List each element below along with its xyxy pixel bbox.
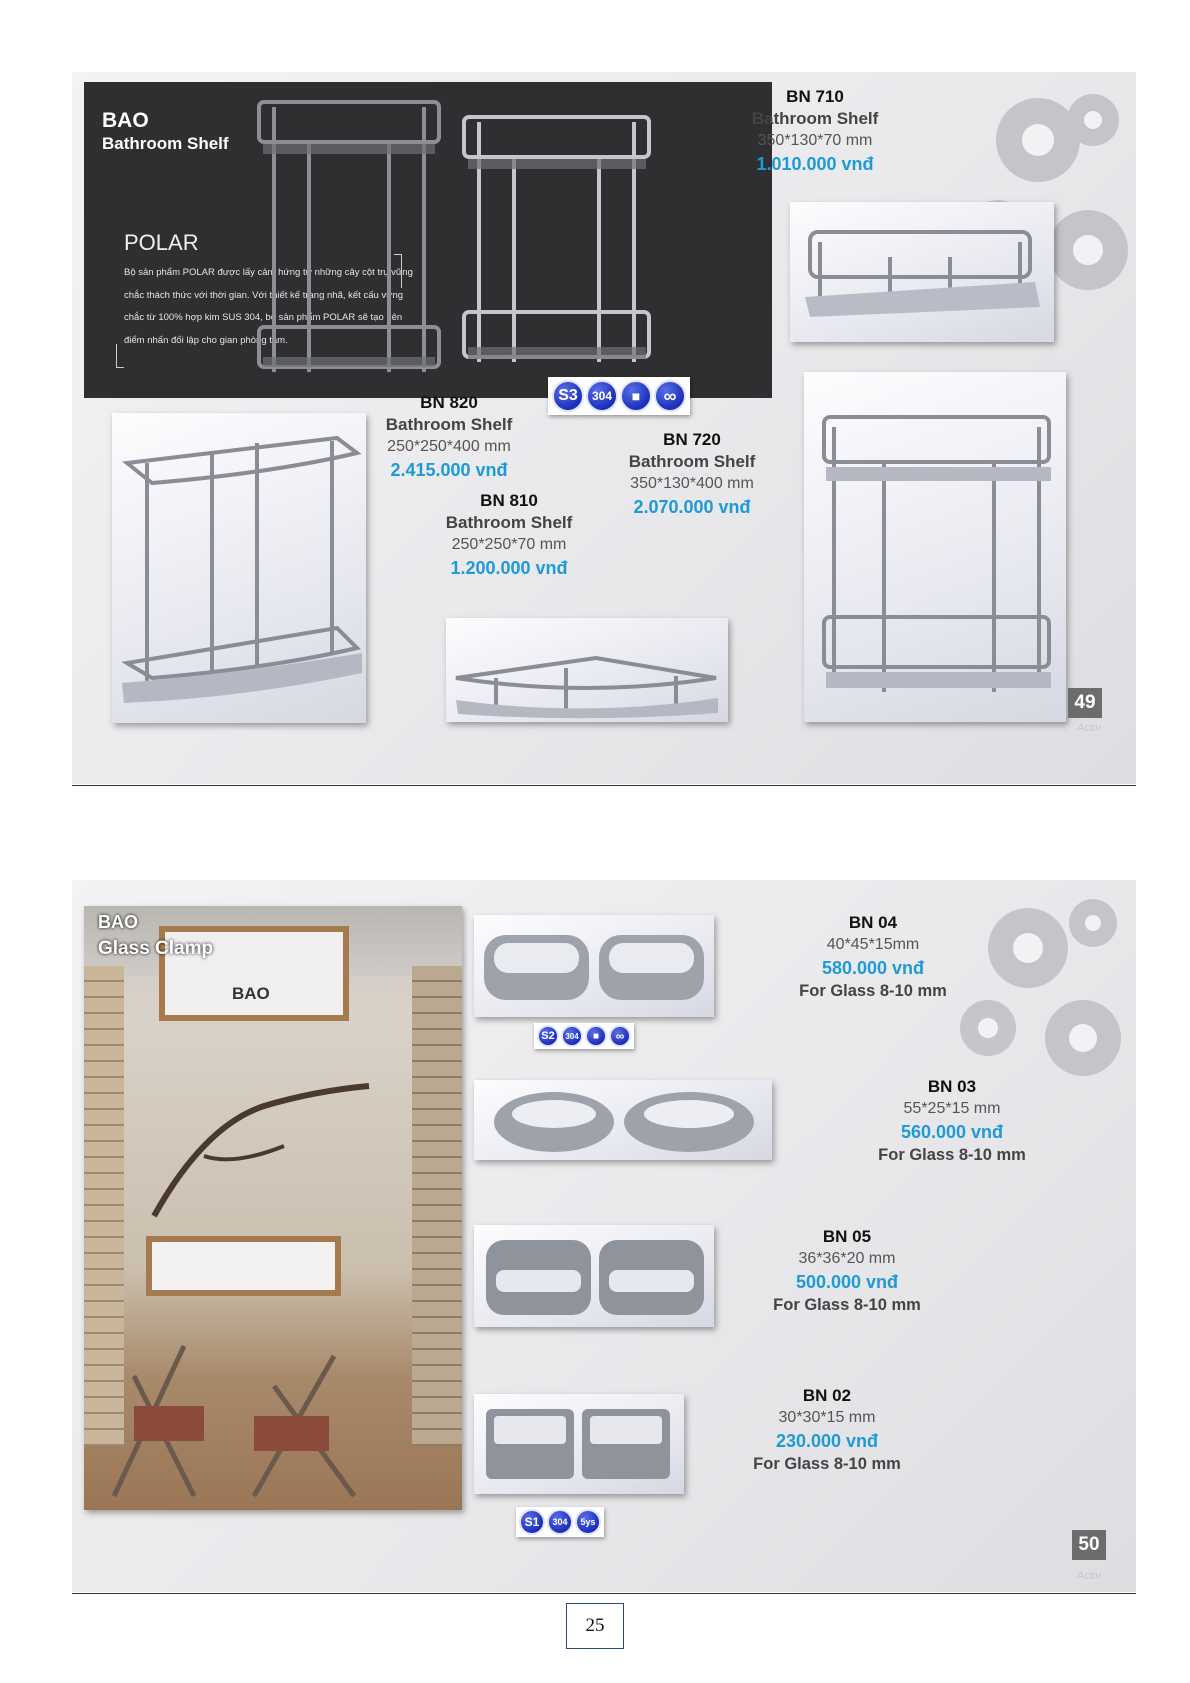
watermark-text: Activ [1077, 722, 1101, 734]
cube-icon: ■ [620, 380, 652, 412]
product-dimensions: 30*30*15 mm [778, 1409, 876, 1426]
corner-shelf-image [112, 413, 366, 723]
product-glass-spec: For Glass 8-10 mm [753, 1455, 901, 1473]
product-name: Bathroom Shelf [751, 109, 879, 128]
brand-name: BAO [98, 912, 138, 932]
chairs-image [104, 1316, 364, 1506]
badge-304: 304 [547, 1509, 573, 1535]
branch-decoration [144, 1066, 374, 1226]
badge-s1: S1 [519, 1509, 545, 1535]
corner-shelf-image [446, 618, 728, 722]
product-bn05 [762, 1226, 932, 1316]
badge-s2: S2 [537, 1025, 559, 1047]
product-code: BN 03 [927, 1077, 977, 1096]
brand-name: BAO [102, 109, 149, 132]
product-photo-bn810 [446, 618, 728, 722]
glass-clamp-image [474, 1225, 714, 1327]
product-price: 2.415.000 vnđ [390, 460, 508, 480]
category-title: Bathroom Shelf [102, 134, 229, 153]
product-dimensions: 350*130*400 mm [630, 475, 754, 492]
product-photo-bn05 [474, 1225, 714, 1327]
feature-badges [516, 1507, 604, 1537]
slide-page-number: 50 [1072, 1530, 1106, 1560]
product-photo-bn03 [474, 1080, 772, 1160]
glass-clamp-image [474, 1080, 772, 1160]
category-title: Glass Clamp [98, 938, 214, 959]
product-dimensions: 250*250*400 mm [387, 438, 511, 455]
badge-304: 304 [586, 380, 618, 412]
feature-badges [548, 377, 690, 415]
product-name: Bathroom Shelf [385, 415, 513, 434]
product-dimensions: 250*250*70 mm [451, 536, 567, 553]
glass-clamp-image [474, 915, 714, 1017]
product-price: 230.000 vnđ [775, 1431, 879, 1451]
product-price: 1.010.000 vnđ [756, 154, 874, 174]
lower-cabinet [146, 1236, 341, 1296]
catalog-slide-glass-clamp [72, 880, 1136, 1592]
product-photo-bn02 [474, 1394, 684, 1494]
product-price: 560.000 vnđ [900, 1122, 1004, 1142]
cube-icon: ■ [585, 1025, 607, 1047]
lifestyle-room-photo [84, 906, 462, 1510]
product-bn02 [737, 1385, 917, 1475]
badge-304: 304 [561, 1025, 583, 1047]
product-glass-spec: For Glass 8-10 mm [799, 982, 947, 1000]
catalog-slide-bathroom-shelf [72, 72, 1136, 784]
glass-clamp-image [474, 1394, 684, 1494]
feature-badges [534, 1023, 634, 1049]
product-price: 580.000 vnđ [821, 958, 925, 978]
product-bn720 [612, 429, 772, 519]
page-number: 25 [566, 1603, 624, 1649]
product-photo-bn04 [474, 915, 714, 1017]
product-price: 500.000 vnđ [795, 1272, 899, 1292]
product-bn710 [740, 86, 890, 176]
product-dimensions: 55*25*15 mm [903, 1100, 1001, 1117]
product-bn03 [862, 1076, 1042, 1166]
product-name: Bathroom Shelf [445, 513, 573, 532]
infinity-icon: ∞ [654, 380, 686, 412]
badge-s3: S3 [552, 380, 584, 412]
room-sign: BAO [232, 984, 270, 1003]
product-dimensions: 350*130*70 mm [757, 132, 873, 149]
product-code: BN 710 [786, 87, 844, 106]
product-bn820 [374, 392, 524, 482]
product-photo-bn720 [804, 372, 1066, 722]
slide-page-number: 49 [1068, 688, 1102, 718]
watermark-text: Activ [1077, 1570, 1101, 1582]
product-code: BN 720 [663, 430, 721, 449]
slide-divider [72, 1593, 1136, 1594]
stone-pillar [412, 966, 462, 1446]
product-code: BN 05 [822, 1227, 872, 1246]
product-price: 2.070.000 vnđ [633, 497, 751, 517]
product-photo-bn710 [790, 202, 1054, 342]
product-code: BN 820 [420, 393, 478, 412]
shelf-product-image [249, 92, 659, 392]
product-name: Bathroom Shelf [628, 452, 756, 471]
product-code: BN 02 [802, 1386, 852, 1405]
product-price: 1.200.000 vnđ [450, 558, 568, 578]
badge-warranty: 5ys [575, 1509, 601, 1535]
product-glass-spec: For Glass 8-10 mm [773, 1296, 921, 1314]
product-bn810 [434, 490, 584, 580]
product-bn04 [792, 912, 954, 1002]
infinity-icon: ∞ [609, 1025, 631, 1047]
collection-title: POLAR [124, 230, 199, 255]
shelf-image [804, 372, 1066, 722]
slide-divider [72, 785, 1136, 786]
bracket-decoration [116, 344, 124, 368]
product-dimensions: 36*36*20 mm [798, 1250, 896, 1267]
product-dimensions: 40*45*15mm [826, 936, 920, 953]
product-photo-bn820 [112, 413, 366, 723]
intro-panel [84, 82, 772, 398]
collection-description: Bộ sản phẩm POLAR được lấy cảm hứng từ những cây cột trụ vững chắc thách thức với thời gian. Với thiết kế trang nhã, kết cấu vững chắc từ 100% hợp kim SUS 304, bộ sản phẩm POLAR sẽ tạo nên điểm nhấn đối lập cho gian phòng tắm. [124, 267, 413, 346]
product-code: BN 04 [848, 913, 898, 932]
product-glass-spec: For Glass 8-10 mm [878, 1146, 1026, 1164]
shelf-image [790, 202, 1054, 342]
product-code: BN 810 [480, 491, 538, 510]
